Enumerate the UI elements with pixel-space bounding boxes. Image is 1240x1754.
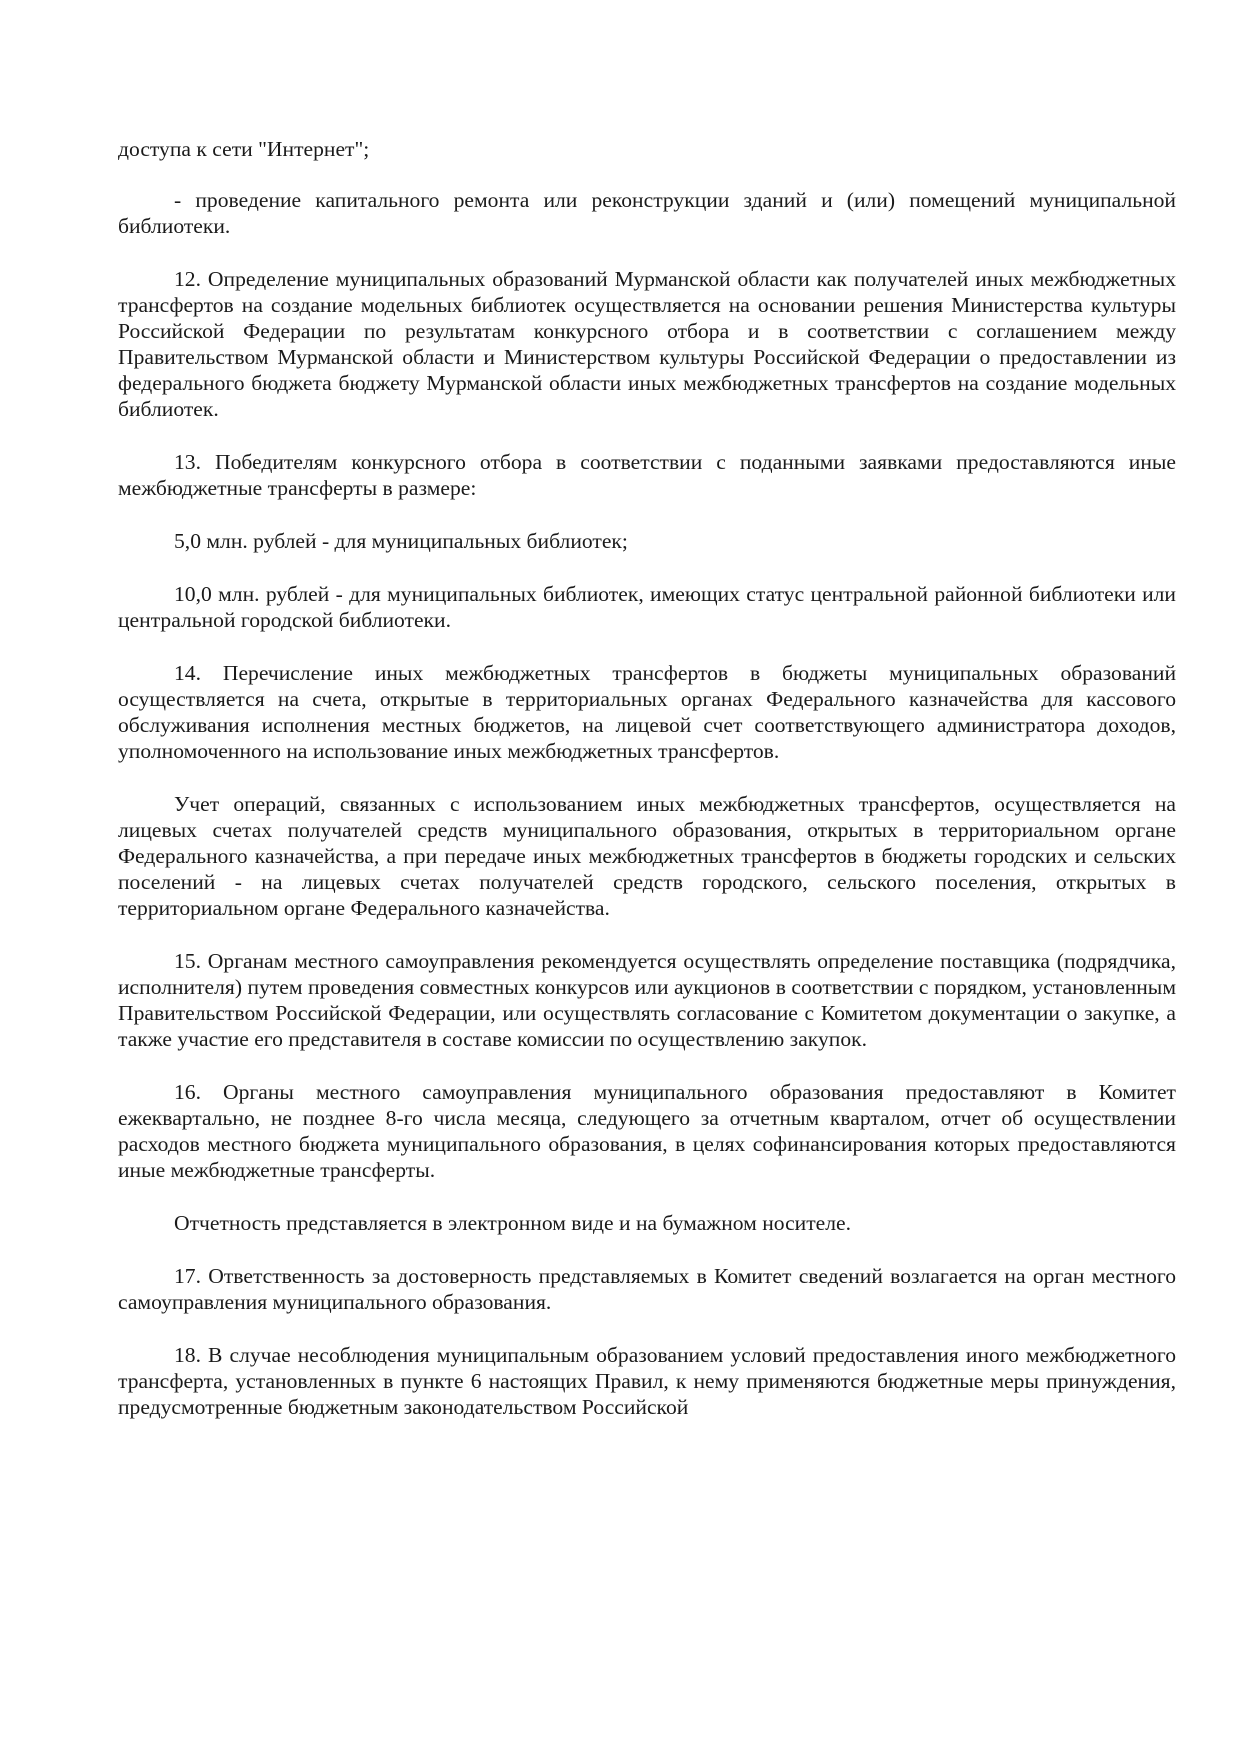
paragraph-clause-16: 16. Органы местного самоуправления муниципального образования предоставляют в Комитет ежеквартально, не позднее 8-го числа месяца, следующего за отчетным кварталом, отчет об осуществлении расходов местного бюджета муниципального образования, в целях софинансирования которых предоставляются иные межбюджетные трансферты. bbox=[118, 1080, 1176, 1182]
paragraph-operations-accounting: Учет операций, связанных с использованием иных межбюджетных трансфертов, осуществляется на лицевых счетах получателей средств муниципального образования, открытых в территориальном органе Федерального казначейства, а при передаче иных межбюджетных трансфертов в бюджеты городских и сельских поселений - на лицевых счетах получателей средств городского, сельского поселения, открытых в территориальном органе Федерального казначейства. bbox=[118, 792, 1176, 920]
paragraph-clause-15: 15. Органам местного самоуправления рекомендуется осуществлять определение поставщика (подрядчика, исполнителя) путем проведения совместных конкурсов или аукционов в соответствии с порядком, установленным Правительством Российской Федерации, или осуществлять согласование с Комитетом документации о закупке, а также участие его представителя в составе комиссии по осуществлению закупок. bbox=[118, 949, 1176, 1051]
paragraph-clause-18: 18. В случае несоблюдения муниципальным образованием условий предоставления иного межбюджетного трансферта, установленных в пункте 6 настоящих Правил, к нему применяются бюджетные меры принуждения, предусмотренные бюджетным законодательством Российской bbox=[118, 1343, 1176, 1419]
paragraph-amount-5m: 5,0 млн. рублей - для муниципальных библиотек; bbox=[174, 529, 628, 553]
paragraph-clause-13: 13. Победителям конкурсного отбора в соответствии с поданными заявками предоставляются иные межбюджетные трансферты в размере: bbox=[118, 450, 1176, 500]
paragraph-clause-12: 12. Определение муниципальных образований Мурманской области как получателей иных межбюджетных трансфертов на создание модельных библиотек осуществляется на основании решения Министерства культуры Российской Федерации по результатам конкурсного отбора и в соответствии с соглашением между Правительством Мурманской области и Министерством культуры Российской Федерации о предоставлении из федерального бюджета бюджету Мурманской области иных межбюджетных трансфертов на создание модельных библиотек. bbox=[118, 267, 1176, 421]
paragraph-amount-10m: 10,0 млн. рублей - для муниципальных библиотек, имеющих статус центральной районной библиотеки или центральной городской библиотеки. bbox=[118, 582, 1176, 632]
document-page bbox=[118, 136, 1176, 1420]
paragraph-clause-17: 17. Ответственность за достоверность представляемых в Комитет сведений возлагается на орган местного самоуправления муниципального образования. bbox=[118, 1264, 1176, 1314]
paragraph-internet-access-continuation: доступа к сети "Интернет"; bbox=[118, 137, 370, 161]
paragraph-capital-repair-item: - проведение капитального ремонта или реконструкции зданий и (или) помещений муниципальной библиотеки. bbox=[118, 188, 1176, 238]
paragraph-reporting-format: Отчетность представляется в электронном виде и на бумажном носителе. bbox=[174, 1211, 852, 1235]
paragraph-clause-14: 14. Перечисление иных межбюджетных трансфертов в бюджеты муниципальных образований осуществляется на счета, открытые в территориальных органах Федерального казначейства для кассового обслуживания исполнения местных бюджетов, на лицевой счет соответствующего администратора доходов, уполномоченного на использование иных межбюджетных трансфертов. bbox=[118, 661, 1176, 763]
